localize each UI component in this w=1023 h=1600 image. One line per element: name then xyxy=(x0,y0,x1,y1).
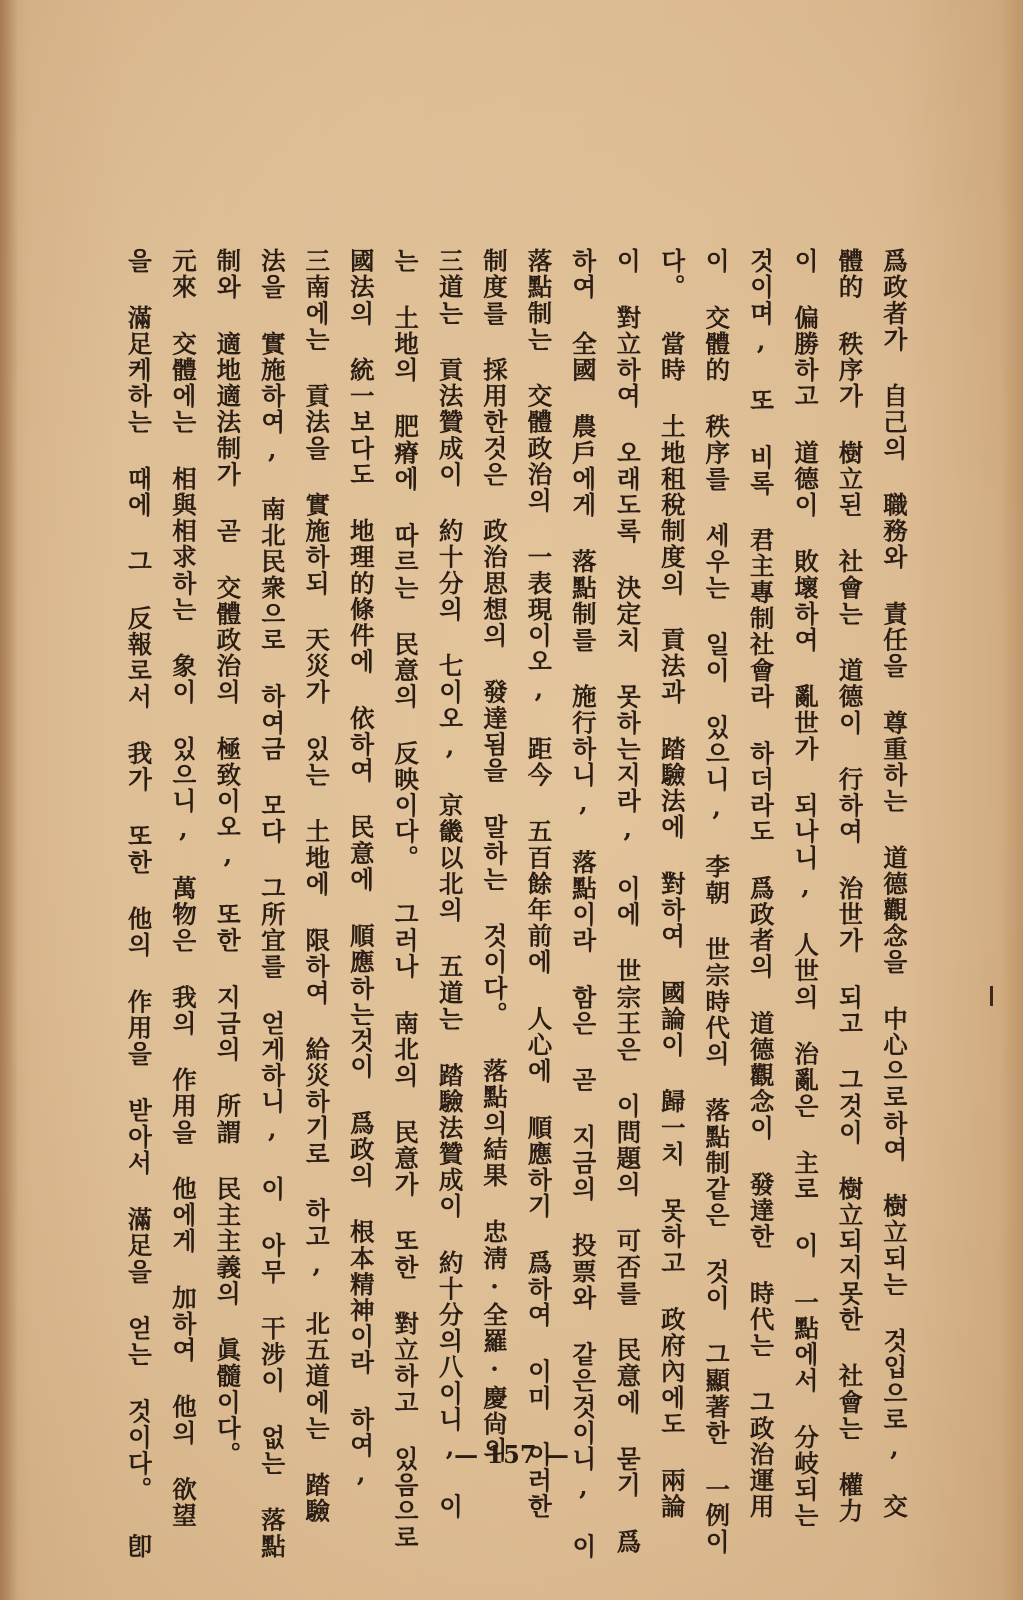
text-line-16: 制와 適地適法制가 곧 交體政治의 極致이오, 또한 지금의 所謂 民主主義의 眞髓이다。 xyxy=(213,248,243,1468)
text-line-15: 法을 實施하여, 南北民衆으로 하여금 모다 그所宜를 얻게하니, 이 아무 干涉이 없는 落點 xyxy=(257,248,287,1560)
text-line-6: 다。 當時 土地租稅制度의 貢法과 踏驗法에 對하여 國論이 歸一치 못하고 政府內에도 兩論 xyxy=(657,248,687,1520)
text-line-14: 三南에는 貢法을 實施하되 天災가 있는 土地에 限하여 給災하기로 하고, 北五道에는 踏驗 xyxy=(302,248,332,1525)
text-line-2: 體的 秩序가 樹立된 社會는 道德이 行하여 治世가 되고 그것이 樹立되지못한 社會는 權力 xyxy=(835,248,865,1525)
text-line-5: 이 交體的 秩序를 세우는 일이 있으니, 李朝 世宗時代의 落點制같은 것이 그顯著한 一例이 xyxy=(702,248,732,1555)
text-line-7: 이 對立하여 오래도록 決定치 못하는지라, 이에 世宗王은 이問題의 可否를 民意에 묻기 爲 xyxy=(613,248,643,1555)
text-line-10: 制度를 採用한것은 政治思想의 發達됨을 말하는 것이다。 落點의結果 忠淸·全羅·慶尙의 xyxy=(480,248,509,1463)
text-line-11: 三道는 貢法贊成이 約十分의 七이오, 京畿以北의 五道는 踏驗法贊成이 約十分의八이니, 이 xyxy=(435,248,465,1520)
text-line-1: 爲政者가 自己의 職務와 責任을 尊重하는 道德觀念을 中心으로하여 樹立되는 것입으로, 交 xyxy=(879,248,909,1520)
margin-mark xyxy=(990,986,993,1006)
text-line-17: 元來 交體에는 相與相求하는 象이 있으니, 萬物은 我의 作用을 他에게 加하여 他의 欲望 xyxy=(168,248,198,1529)
text-line-8: 하여 全國 農戶에게 落點制를 施行하니, 落點이라 함은 곧 지금의 投票와 같은것이니, 이 xyxy=(568,248,598,1560)
page-number: — 157 — xyxy=(454,1440,569,1469)
text-line-4: 것이며, 또 비록 君主專制社會라 하더라도 爲政者의 道德觀念이 發達한 時代는 그政治運用 xyxy=(746,248,776,1520)
text-line-3: 이 偏勝하고 道德이 敗壞하여 亂世가 되나니, 人世의 治亂은 主로 이 一點에서 分岐되는 xyxy=(791,248,821,1529)
page-binding-shadow xyxy=(0,0,18,1600)
text-line-12: 는 土地의 肥瘠에 따르는 民意의 反映이다。 그러나 南北의 民意가 또한 對立하고 있음으로 xyxy=(391,248,421,1551)
text-line-18: 을 滿足케하는 때에 그 反報로서 我가 또한 他의 作用을 받아서 滿足을 얻는 것이다。 卽 xyxy=(124,248,154,1560)
text-line-9: 落點制는 交體政治의 一表現이오, 距今 五百餘年前에 人心에 順應하기 爲하여 이미 이러한 xyxy=(524,248,554,1520)
text-line-13: 國法의 統一보다도 地理的條件에 依하여 民意에 順應하는것이 爲政의 根本精神이라 하여, xyxy=(346,248,376,1490)
